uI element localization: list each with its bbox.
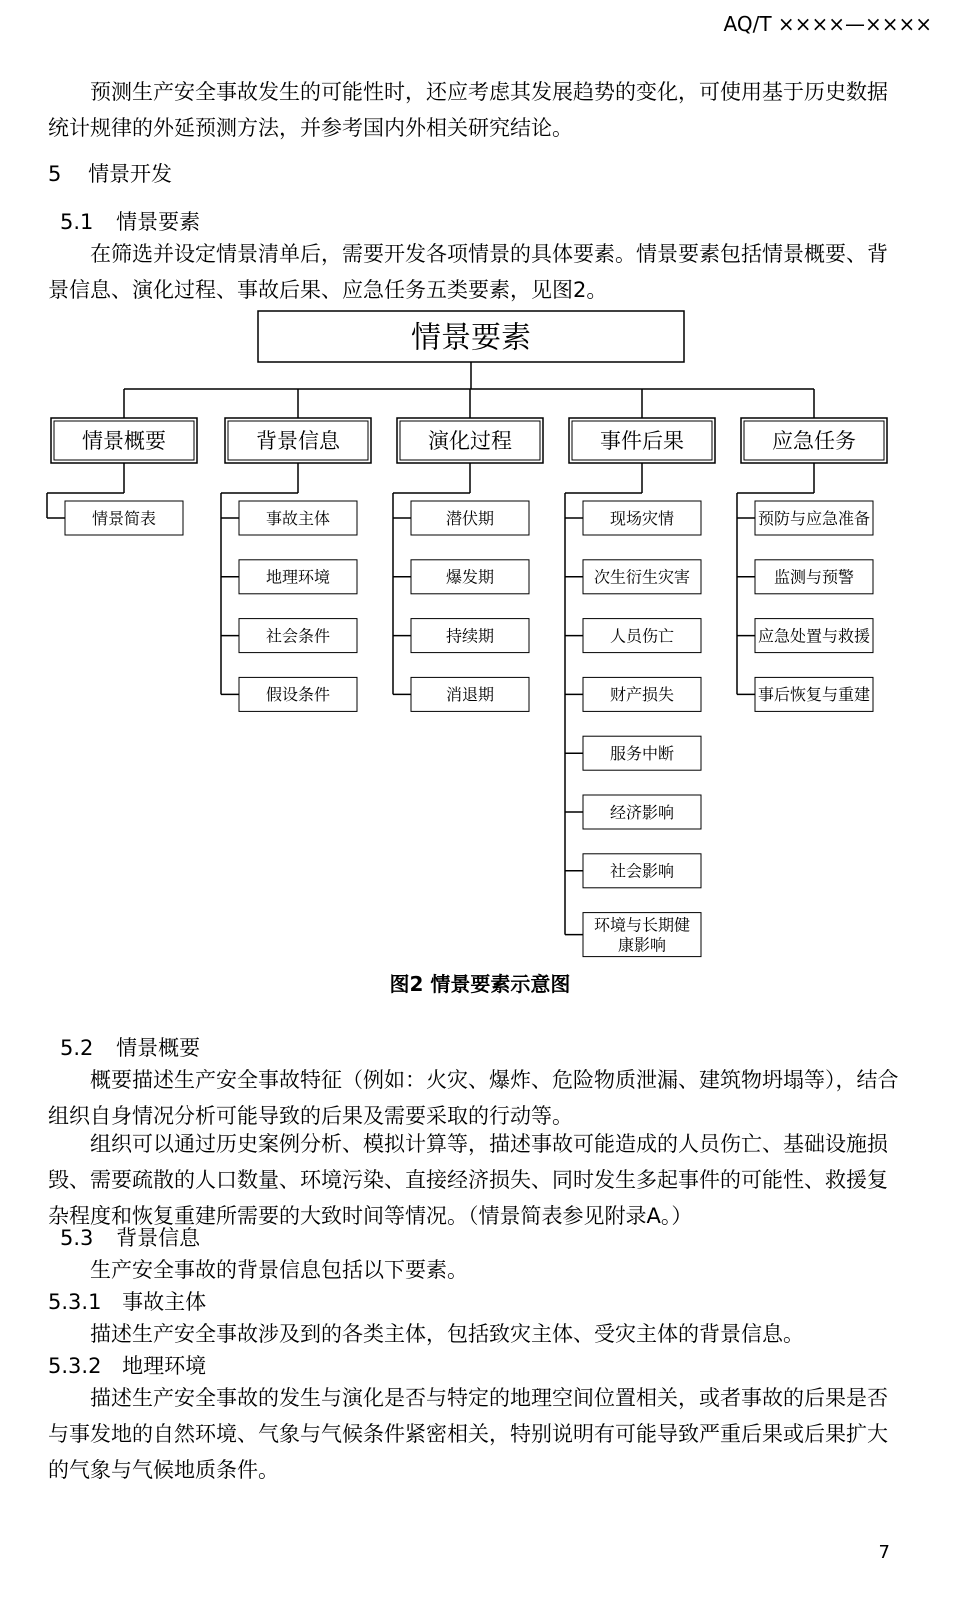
item-label: 假设条件 xyxy=(265,685,331,705)
section-title: 情景开发 xyxy=(88,162,173,186)
item-label: 现场灾情 xyxy=(609,508,675,528)
section-5-2-heading xyxy=(60,1034,200,1062)
page-number: 7 xyxy=(878,1542,890,1563)
section-title: 背景信息 xyxy=(116,1226,201,1250)
section-5-1-paragraph: 在筛选并设定情景清单后，需要开发各项情景的具体要素。情景要素包括情景概要、背景信息、演化过程、事故后果、应急任务五类要素，见图2。 xyxy=(48,242,888,302)
item-label: 爆发期 xyxy=(445,567,495,587)
section-title: 情景概要 xyxy=(116,1036,201,1060)
root-label: 情景要素 xyxy=(411,320,531,356)
intro-paragraph: 预测生产安全事故发生的可能性时，还应考虑其发展趋势的变化，可使用基于历史数据统计规律的外延预测方法，并参考国内外相关研究结论。 xyxy=(48,80,888,140)
category-label: 事件后果 xyxy=(600,429,684,454)
item-label: 次生衍生灾害 xyxy=(593,567,691,587)
category-label: 情景概要 xyxy=(82,429,166,454)
section-title: 情景要素 xyxy=(116,210,201,234)
section-5-3-1-heading xyxy=(48,1288,206,1316)
category-label: 背景信息 xyxy=(256,429,340,454)
item-label: 情景简表 xyxy=(91,508,157,528)
section-5-heading xyxy=(48,160,172,188)
section-5-1-heading xyxy=(60,208,200,236)
item-label: 预防与应急准备 xyxy=(757,508,871,528)
document-code: AQ/T ××××—×××× xyxy=(723,12,932,36)
item-label: 持续期 xyxy=(445,626,495,646)
section-5-2-paragraph-1: 概要描述生产安全事故特征（例如：火灾、爆炸、危险物质泄漏、建筑物坍塌等），结合组织自身情况分析可能导致的后果及需要采取的行动等。 xyxy=(48,1068,899,1128)
item-label: 社会影响 xyxy=(609,861,675,881)
section-number: 5.3 xyxy=(60,1226,94,1250)
item-label: 应急处置与救援 xyxy=(757,626,871,646)
section-number: 5.2 xyxy=(60,1036,94,1060)
item-label: 经济影响 xyxy=(609,802,675,822)
section-number: 5.3.2 xyxy=(48,1354,102,1378)
section-5-3-2-paragraph: 描述生产安全事故的发生与演化是否与特定的地理空间位置相关，或者事故的后果是否与事发地的自然环境、气象与气候条件紧密相关，特别说明有可能导致严重后果或后果扩大的气象与气候地质条件。 xyxy=(48,1386,888,1482)
item-label: 服务中断 xyxy=(609,743,675,763)
section-5-3-1-paragraph: 描述生产安全事故涉及到的各类主体，包括致灾主体、受灾主体的背景信息。 xyxy=(90,1322,804,1346)
section-5-3-paragraph: 生产安全事故的背景信息包括以下要素。 xyxy=(90,1258,468,1282)
section-5-3-heading xyxy=(60,1224,200,1252)
category-label: 应急任务 xyxy=(772,429,856,454)
section-number: 5.3.1 xyxy=(48,1290,102,1314)
item-label: 事故主体 xyxy=(265,508,331,528)
category-label: 演化过程 xyxy=(428,429,512,454)
item-label: 环境与长期健康影响 xyxy=(593,915,691,955)
section-number: 5 xyxy=(48,162,62,186)
figure-caption: 图2 情景要素示意图 xyxy=(389,972,571,996)
section-number: 5.1 xyxy=(60,210,94,234)
section-title: 地理环境 xyxy=(122,1354,207,1378)
item-label: 财产损失 xyxy=(609,685,675,705)
item-label: 潜伏期 xyxy=(445,508,495,528)
item-label: 监测与预警 xyxy=(773,567,855,587)
section-title: 事故主体 xyxy=(122,1290,207,1314)
item-label: 事后恢复与重建 xyxy=(757,685,871,705)
section-5-2-paragraph-2: 组织可以通过历史案例分析、模拟计算等，描述事故可能造成的人员伤亡、基础设施损毁、需要疏散的人口数量、环境污染、直接经济损失、同时发生多起事件的可能性、救援复杂程度和恢复重建所需要的大致时间等情况。（情景简表参见附录A。） xyxy=(48,1132,888,1228)
item-label: 社会条件 xyxy=(265,626,331,646)
item-label: 人员伤亡 xyxy=(609,626,675,646)
item-label: 地理环境 xyxy=(265,567,331,587)
item-label: 消退期 xyxy=(445,685,495,705)
section-5-3-2-heading xyxy=(48,1352,206,1380)
